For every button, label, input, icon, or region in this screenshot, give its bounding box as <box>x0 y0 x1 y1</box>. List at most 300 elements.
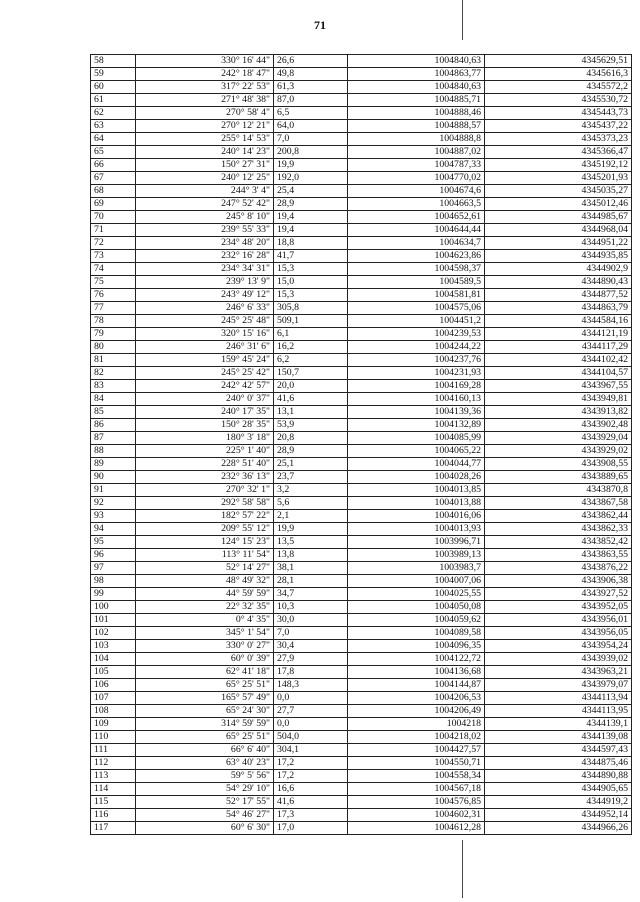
distance-cell: 28,9 <box>274 198 348 211</box>
coordinate-y-cell: 4345616,3 <box>485 68 632 81</box>
direction-angle-cell: 225° 1' 40" <box>136 445 274 458</box>
coordinate-x-cell: 1004013,93 <box>348 523 485 536</box>
point-number-cell: 63 <box>91 120 136 133</box>
direction-angle-cell: 48° 49' 32" <box>136 575 274 588</box>
point-number-cell: 85 <box>91 406 136 419</box>
direction-angle-cell: 292° 58' 58" <box>136 497 274 510</box>
coordinate-x-cell: 1004028,26 <box>348 471 485 484</box>
coordinate-x-cell: 1004581,81 <box>348 289 485 302</box>
point-number-cell: 89 <box>91 458 136 471</box>
coordinate-y-cell: 4343927,52 <box>485 588 632 601</box>
distance-cell: 19,9 <box>274 523 348 536</box>
coordinate-x-cell: 1004652,61 <box>348 211 485 224</box>
coordinate-y-cell: 4344985,67 <box>485 211 632 224</box>
direction-angle-cell: 150° 28' 35" <box>136 419 274 432</box>
coordinate-x-cell: 1004059,62 <box>348 614 485 627</box>
distance-cell: 64,0 <box>274 120 348 133</box>
coordinate-x-cell: 1004239,53 <box>348 328 485 341</box>
table-row <box>91 731 632 744</box>
table-row <box>91 744 632 757</box>
table-row <box>91 94 632 107</box>
coordinate-x-cell: 1004576,85 <box>348 796 485 809</box>
point-number-cell: 97 <box>91 562 136 575</box>
direction-angle-cell: 240° 17' 35" <box>136 406 274 419</box>
table-row <box>91 679 632 692</box>
point-number-cell: 113 <box>91 770 136 783</box>
coordinate-x-cell: 1004888,46 <box>348 107 485 120</box>
coordinate-y-cell: 4345629,51 <box>485 55 632 68</box>
table-row <box>91 627 632 640</box>
direction-angle-cell: 150° 27' 31" <box>136 159 274 172</box>
table-row <box>91 224 632 237</box>
distance-cell: 25,1 <box>274 458 348 471</box>
distance-cell: 28,1 <box>274 575 348 588</box>
direction-angle-cell: 234° 48' 20" <box>136 237 274 250</box>
coordinate-x-cell: 1004013,85 <box>348 484 485 497</box>
coordinate-x-cell: 1004550,71 <box>348 757 485 770</box>
direction-angle-cell: 60° 0' 39" <box>136 653 274 666</box>
coordinate-y-cell: 4343956,01 <box>485 614 632 627</box>
direction-angle-cell: 244° 3' 4" <box>136 185 274 198</box>
coordinate-y-cell: 4343870,8 <box>485 484 632 497</box>
direction-angle-cell: 245° 25' 42" <box>136 367 274 380</box>
table-row <box>91 81 632 94</box>
coordinate-x-cell: 1004132,89 <box>348 419 485 432</box>
distance-cell: 13,1 <box>274 406 348 419</box>
table-row <box>91 237 632 250</box>
coordinate-y-cell: 4343967,55 <box>485 380 632 393</box>
distance-cell: 7,0 <box>274 133 348 146</box>
point-number-cell: 67 <box>91 172 136 185</box>
scan-artifact-bottom <box>462 840 463 898</box>
coordinate-y-cell: 4344952,14 <box>485 809 632 822</box>
coordinate-y-cell: 4344919,2 <box>485 796 632 809</box>
distance-cell: 3,2 <box>274 484 348 497</box>
page-number: 71 <box>314 18 326 32</box>
point-number-cell: 109 <box>91 718 136 731</box>
table-row <box>91 601 632 614</box>
point-number-cell: 60 <box>91 81 136 94</box>
coordinate-x-cell: 1004787,33 <box>348 159 485 172</box>
coordinate-x-cell: 1004025,55 <box>348 588 485 601</box>
distance-cell: 19,4 <box>274 211 348 224</box>
table-row <box>91 575 632 588</box>
coordinate-x-cell: 1004044,77 <box>348 458 485 471</box>
coordinate-x-cell: 1004136,68 <box>348 666 485 679</box>
table-row <box>91 822 632 835</box>
table-row <box>91 406 632 419</box>
table-row <box>91 211 632 224</box>
direction-angle-cell: 54° 29' 10" <box>136 783 274 796</box>
coordinate-x-cell: 1004888,57 <box>348 120 485 133</box>
table-row <box>91 757 632 770</box>
point-number-cell: 95 <box>91 536 136 549</box>
coordinate-y-cell: 4343949,81 <box>485 393 632 406</box>
coordinate-y-cell: 4343952,05 <box>485 601 632 614</box>
coordinate-y-cell: 4344113,95 <box>485 705 632 718</box>
point-number-cell: 101 <box>91 614 136 627</box>
point-number-cell: 100 <box>91 601 136 614</box>
direction-angle-cell: 65° 25' 51" <box>136 731 274 744</box>
coordinate-x-cell: 1004663,5 <box>348 198 485 211</box>
coordinate-x-cell: 1004575,06 <box>348 302 485 315</box>
point-number-cell: 66 <box>91 159 136 172</box>
point-number-cell: 65 <box>91 146 136 159</box>
direction-angle-cell: 228° 51' 40" <box>136 458 274 471</box>
coordinate-x-cell: 1004085,99 <box>348 432 485 445</box>
direction-angle-cell: 242° 18' 47" <box>136 68 274 81</box>
coordinate-x-cell: 1004623,86 <box>348 250 485 263</box>
coordinate-x-cell: 1004160,13 <box>348 393 485 406</box>
coordinate-y-cell: 4343913,82 <box>485 406 632 419</box>
table-row <box>91 562 632 575</box>
direction-angle-cell: 52° 17' 55" <box>136 796 274 809</box>
coordinate-y-cell: 4345437,22 <box>485 120 632 133</box>
point-number-cell: 70 <box>91 211 136 224</box>
coordinate-x-cell: 1004050,08 <box>348 601 485 614</box>
point-number-cell: 78 <box>91 315 136 328</box>
direction-angle-cell: 165° 57' 49" <box>136 692 274 705</box>
distance-cell: 304,1 <box>274 744 348 757</box>
distance-cell: 41,6 <box>274 393 348 406</box>
coordinate-y-cell: 4343876,22 <box>485 562 632 575</box>
coordinate-x-cell: 1004007,06 <box>348 575 485 588</box>
distance-cell: 17,2 <box>274 770 348 783</box>
distance-cell: 13,8 <box>274 549 348 562</box>
coordinate-y-cell: 4344968,04 <box>485 224 632 237</box>
coordinate-x-cell: 1004218 <box>348 718 485 731</box>
coordinate-x-cell: 1004612,28 <box>348 822 485 835</box>
coordinate-y-cell: 4344863,79 <box>485 302 632 315</box>
point-number-cell: 59 <box>91 68 136 81</box>
direction-angle-cell: 240° 12' 25" <box>136 172 274 185</box>
table-row <box>91 419 632 432</box>
coordinate-y-cell: 4344139,1 <box>485 718 632 731</box>
boundary-coordinates-table <box>90 54 632 835</box>
table-row <box>91 302 632 315</box>
point-number-cell: 93 <box>91 510 136 523</box>
point-number-cell: 114 <box>91 783 136 796</box>
point-number-cell: 107 <box>91 692 136 705</box>
direction-angle-cell: 159° 45' 24" <box>136 354 274 367</box>
table-row <box>91 55 632 68</box>
table-row <box>91 276 632 289</box>
table-row <box>91 315 632 328</box>
coordinate-y-cell: 4343862,44 <box>485 510 632 523</box>
table-row <box>91 497 632 510</box>
point-number-cell: 116 <box>91 809 136 822</box>
direction-angle-cell: 330° 16' 44" <box>136 55 274 68</box>
point-number-cell: 87 <box>91 432 136 445</box>
table-row <box>91 653 632 666</box>
coordinate-y-cell: 4343852,42 <box>485 536 632 549</box>
coordinate-y-cell: 4343862,33 <box>485 523 632 536</box>
coordinate-x-cell: 1003989,13 <box>348 549 485 562</box>
table-row <box>91 705 632 718</box>
direction-angle-cell: 314° 59' 59" <box>136 718 274 731</box>
coordinate-x-cell: 1003983,7 <box>348 562 485 575</box>
distance-cell: 17,3 <box>274 809 348 822</box>
point-number-cell: 92 <box>91 497 136 510</box>
coordinate-x-cell: 1004602,31 <box>348 809 485 822</box>
coordinate-y-cell: 4343889,65 <box>485 471 632 484</box>
coordinate-y-cell: 4345572,2 <box>485 81 632 94</box>
distance-cell: 30,0 <box>274 614 348 627</box>
point-number-cell: 80 <box>91 341 136 354</box>
table-row <box>91 380 632 393</box>
coordinate-y-cell: 4344902,9 <box>485 263 632 276</box>
point-number-cell: 82 <box>91 367 136 380</box>
coordinate-y-cell: 4343963,21 <box>485 666 632 679</box>
coordinate-y-cell: 4343956,05 <box>485 627 632 640</box>
direction-angle-cell: 0° 4' 35" <box>136 614 274 627</box>
distance-cell: 200,8 <box>274 146 348 159</box>
point-number-cell: 94 <box>91 523 136 536</box>
direction-angle-cell: 330° 0' 27" <box>136 640 274 653</box>
point-number-cell: 75 <box>91 276 136 289</box>
distance-cell: 20,0 <box>274 380 348 393</box>
direction-angle-cell: 65° 24' 30" <box>136 705 274 718</box>
point-number-cell: 117 <box>91 822 136 835</box>
coordinate-y-cell: 4345201,93 <box>485 172 632 185</box>
point-number-cell: 112 <box>91 757 136 770</box>
coordinate-x-cell: 1004589,5 <box>348 276 485 289</box>
direction-angle-cell: 245° 25' 48" <box>136 315 274 328</box>
point-number-cell: 88 <box>91 445 136 458</box>
coordinate-x-cell: 1004644,44 <box>348 224 485 237</box>
direction-angle-cell: 44° 59' 59" <box>136 588 274 601</box>
direction-angle-cell: 247° 52' 42" <box>136 198 274 211</box>
coordinate-y-cell: 4344139,08 <box>485 731 632 744</box>
table-row <box>91 133 632 146</box>
point-number-cell: 98 <box>91 575 136 588</box>
table-row <box>91 250 632 263</box>
coordinate-x-cell: 1004863,77 <box>348 68 485 81</box>
coordinate-y-cell: 4344102,42 <box>485 354 632 367</box>
direction-angle-cell: 255° 14' 53" <box>136 133 274 146</box>
table-row <box>91 341 632 354</box>
direction-angle-cell: 243° 49' 12" <box>136 289 274 302</box>
table-row <box>91 809 632 822</box>
direction-angle-cell: 271° 48' 38" <box>136 94 274 107</box>
table-row <box>91 666 632 679</box>
coordinate-x-cell: 1004885,71 <box>348 94 485 107</box>
direction-angle-cell: 180° 3' 18" <box>136 432 274 445</box>
table-row <box>91 367 632 380</box>
table-body <box>91 55 632 835</box>
coordinate-y-cell: 4343867,58 <box>485 497 632 510</box>
table-row <box>91 172 632 185</box>
coordinate-x-cell: 1004634,7 <box>348 237 485 250</box>
coordinate-x-cell: 1004144,87 <box>348 679 485 692</box>
coordinate-x-cell: 1004206,49 <box>348 705 485 718</box>
distance-cell: 41,7 <box>274 250 348 263</box>
coordinate-x-cell: 1004558,34 <box>348 770 485 783</box>
coordinate-y-cell: 4344905,65 <box>485 783 632 796</box>
direction-angle-cell: 246° 31' 6" <box>136 341 274 354</box>
direction-angle-cell: 345° 1' 54" <box>136 627 274 640</box>
table-row <box>91 796 632 809</box>
distance-cell: 6,1 <box>274 328 348 341</box>
distance-cell: 13,5 <box>274 536 348 549</box>
direction-angle-cell: 60° 6' 30" <box>136 822 274 835</box>
point-number-cell: 102 <box>91 627 136 640</box>
coordinate-y-cell: 4344890,88 <box>485 770 632 783</box>
distance-cell: 23,7 <box>274 471 348 484</box>
coordinate-y-cell: 4345443,73 <box>485 107 632 120</box>
table-row <box>91 146 632 159</box>
coordinate-x-cell: 1004244,22 <box>348 341 485 354</box>
point-number-cell: 86 <box>91 419 136 432</box>
distance-cell: 41,6 <box>274 796 348 809</box>
coordinate-x-cell: 1004887,02 <box>348 146 485 159</box>
distance-cell: 7,0 <box>274 627 348 640</box>
table-row <box>91 549 632 562</box>
point-number-cell: 111 <box>91 744 136 757</box>
direction-angle-cell: 317° 22' 53" <box>136 81 274 94</box>
coordinate-y-cell: 4344966,26 <box>485 822 632 835</box>
coordinate-y-cell: 4344121,19 <box>485 328 632 341</box>
direction-angle-cell: 124° 15' 23" <box>136 536 274 549</box>
coordinate-x-cell: 1004096,35 <box>348 640 485 653</box>
table-row <box>91 289 632 302</box>
direction-angle-cell: 270° 12' 21" <box>136 120 274 133</box>
distance-cell: 10,3 <box>274 601 348 614</box>
direction-angle-cell: 240° 0' 37" <box>136 393 274 406</box>
point-number-cell: 62 <box>91 107 136 120</box>
table-row <box>91 393 632 406</box>
table-row <box>91 107 632 120</box>
coordinate-y-cell: 4343939,02 <box>485 653 632 666</box>
direction-angle-cell: 63° 40' 23" <box>136 757 274 770</box>
point-number-cell: 64 <box>91 133 136 146</box>
coordinate-x-cell: 1004451,2 <box>348 315 485 328</box>
coordinate-x-cell: 1004231,93 <box>348 367 485 380</box>
distance-cell: 2,1 <box>274 510 348 523</box>
distance-cell: 504,0 <box>274 731 348 744</box>
point-number-cell: 79 <box>91 328 136 341</box>
table-row <box>91 328 632 341</box>
distance-cell: 61,3 <box>274 81 348 94</box>
point-number-cell: 84 <box>91 393 136 406</box>
direction-angle-cell: 239° 55' 33" <box>136 224 274 237</box>
table-row <box>91 692 632 705</box>
coordinate-y-cell: 4344935,85 <box>485 250 632 263</box>
distance-cell: 192,0 <box>274 172 348 185</box>
point-number-cell: 104 <box>91 653 136 666</box>
direction-angle-cell: 66° 6' 40" <box>136 744 274 757</box>
direction-angle-cell: 52° 14' 27" <box>136 562 274 575</box>
direction-angle-cell: 245° 8' 10" <box>136 211 274 224</box>
table-row <box>91 445 632 458</box>
point-number-cell: 83 <box>91 380 136 393</box>
scan-artifact-top <box>462 0 463 40</box>
distance-cell: 38,1 <box>274 562 348 575</box>
table-row <box>91 471 632 484</box>
coordinate-y-cell: 4345530,72 <box>485 94 632 107</box>
coordinate-x-cell: 1004770,02 <box>348 172 485 185</box>
distance-cell: 28,9 <box>274 445 348 458</box>
table-row <box>91 354 632 367</box>
point-number-cell: 61 <box>91 94 136 107</box>
direction-angle-cell: 320° 15' 16" <box>136 328 274 341</box>
coordinate-y-cell: 4343979,07 <box>485 679 632 692</box>
coordinate-y-cell: 4345373,23 <box>485 133 632 146</box>
direction-angle-cell: 209° 55' 12" <box>136 523 274 536</box>
distance-cell: 27,7 <box>274 705 348 718</box>
point-number-cell: 96 <box>91 549 136 562</box>
distance-cell: 6,5 <box>274 107 348 120</box>
coordinate-y-cell: 4345035,27 <box>485 185 632 198</box>
coordinate-x-cell: 1004089,58 <box>348 627 485 640</box>
coordinate-y-cell: 4345192,12 <box>485 159 632 172</box>
coordinate-y-cell: 4344117,29 <box>485 341 632 354</box>
coordinate-x-cell: 1004840,63 <box>348 81 485 94</box>
distance-cell: 16,2 <box>274 341 348 354</box>
table-row <box>91 484 632 497</box>
distance-cell: 17,0 <box>274 822 348 835</box>
direction-angle-cell: 232° 36' 13" <box>136 471 274 484</box>
coordinate-x-cell: 1003996,71 <box>348 536 485 549</box>
table-row <box>91 68 632 81</box>
distance-cell: 20,8 <box>274 432 348 445</box>
coordinate-x-cell: 1004840,63 <box>348 55 485 68</box>
coordinate-y-cell: 4343863,55 <box>485 549 632 562</box>
point-number-cell: 71 <box>91 224 136 237</box>
direction-angle-cell: 270° 58' 4" <box>136 107 274 120</box>
distance-cell: 148,3 <box>274 679 348 692</box>
point-number-cell: 58 <box>91 55 136 68</box>
direction-angle-cell: 54° 46' 27" <box>136 809 274 822</box>
direction-angle-cell: 22° 32' 35" <box>136 601 274 614</box>
direction-angle-cell: 182° 57' 22" <box>136 510 274 523</box>
point-number-cell: 73 <box>91 250 136 263</box>
point-number-cell: 81 <box>91 354 136 367</box>
distance-cell: 18,8 <box>274 237 348 250</box>
direction-angle-cell: 270° 32' 1" <box>136 484 274 497</box>
point-number-cell: 99 <box>91 588 136 601</box>
point-number-cell: 106 <box>91 679 136 692</box>
direction-angle-cell: 62° 41' 18" <box>136 666 274 679</box>
coordinate-y-cell: 4345366,47 <box>485 146 632 159</box>
distance-cell: 27,9 <box>274 653 348 666</box>
distance-cell: 0,0 <box>274 718 348 731</box>
table-row <box>91 770 632 783</box>
point-number-cell: 110 <box>91 731 136 744</box>
coordinate-x-cell: 1004065,22 <box>348 445 485 458</box>
point-number-cell: 103 <box>91 640 136 653</box>
coordinate-x-cell: 1004122,72 <box>348 653 485 666</box>
distance-cell: 305,8 <box>274 302 348 315</box>
point-number-cell: 68 <box>91 185 136 198</box>
distance-cell: 30,4 <box>274 640 348 653</box>
point-number-cell: 115 <box>91 796 136 809</box>
table-row <box>91 120 632 133</box>
direction-angle-cell: 59° 5' 56" <box>136 770 274 783</box>
direction-angle-cell: 113° 11' 54" <box>136 549 274 562</box>
table-row <box>91 783 632 796</box>
distance-cell: 16,6 <box>274 783 348 796</box>
coordinate-x-cell: 1004206,53 <box>348 692 485 705</box>
coordinate-y-cell: 4343929,02 <box>485 445 632 458</box>
coordinate-x-cell: 1004218,02 <box>348 731 485 744</box>
distance-cell: 15,0 <box>274 276 348 289</box>
distance-cell: 19,4 <box>274 224 348 237</box>
point-number-cell: 72 <box>91 237 136 250</box>
direction-angle-cell: 246° 6' 33" <box>136 302 274 315</box>
distance-cell: 25,4 <box>274 185 348 198</box>
distance-cell: 17,8 <box>274 666 348 679</box>
